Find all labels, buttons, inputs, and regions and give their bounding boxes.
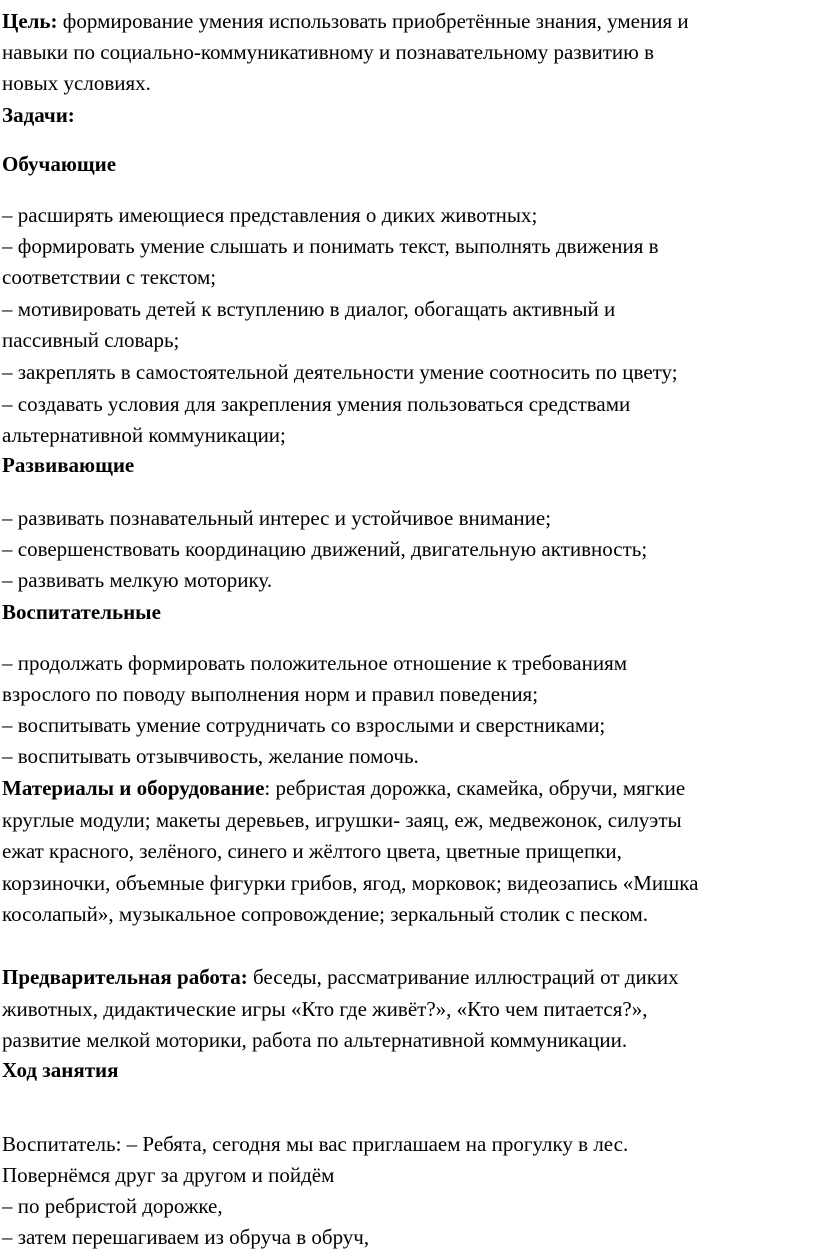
teaching-item: альтернативной коммуникации; — [2, 423, 286, 447]
goal-text: формирование умения использовать приобретённые знания, умения и — [57, 9, 689, 33]
developing-item: – развивать мелкую моторику. — [2, 568, 273, 592]
course-line: – по ребристой дорожке, — [2, 1194, 223, 1218]
teaching-item: – мотивировать детей к вступлению в диалог, обогащать активный и — [2, 297, 616, 321]
course-line: – затем перешагиваем из обруча в обруч, — [2, 1225, 370, 1249]
teaching-item: пассивный словарь; — [2, 328, 180, 352]
course-line: Воспитатель: – Ребята, сегодня мы вас приглашаем на прогулку в лес. — [2, 1132, 629, 1156]
goal-line-3: новых условиях. — [2, 71, 151, 95]
course-line: Повернёмся друг за другом и пойдём — [2, 1163, 335, 1187]
preliminary-line-1: Предварительная работа: беседы, рассматривание иллюстраций от диких — [2, 965, 679, 989]
teaching-item: – создавать условия для закрепления умения пользоваться средствами — [2, 392, 631, 416]
educational-item: взрослого по поводу выполнения норм и правил поведения; — [2, 682, 539, 706]
materials-line-4: корзиночки, объемные фигурки грибов, ягод, морковок; видеозапись «Мишка — [2, 871, 699, 895]
materials-label: Материалы и оборудование — [2, 776, 265, 800]
teaching-item: – расширять имеющиеся представления о диких животных; — [2, 203, 538, 227]
materials-line-2: круглые модули; макеты деревьев, игрушки- заяц, еж, медвежонок, силуэты — [2, 808, 682, 832]
developing-item: – развивать познавательный интерес и устойчивое внимание; — [2, 506, 552, 530]
goal-label: Цель: — [2, 9, 58, 33]
preliminary-label: Предварительная работа: — [2, 965, 248, 989]
educational-item: – воспитывать отзывчивость, желание помочь. — [2, 744, 419, 768]
materials-line-1: Материалы и оборудование: ребристая дорожка, скамейка, обручи, мягкие — [2, 776, 686, 800]
preliminary-line-3: развитие мелкой моторики, работа по альтернативной коммуникации. — [2, 1028, 628, 1052]
tasks-heading: Задачи: — [2, 103, 75, 127]
materials-line-3: ежат красного, зелёного, синего и жёлтого цвета, цветные прищепки, — [2, 839, 622, 863]
goal-line-1 — [2, 9, 689, 33]
teaching-item: – закреплять в самостоятельной деятельности умение соотносить по цвету; — [2, 360, 678, 384]
developing-heading: Развивающие — [2, 453, 135, 477]
developing-item: – совершенствовать координацию движений, двигательную активность; — [2, 537, 648, 561]
preliminary-line-2: животных, дидактические игры «Кто где живёт?», «Кто чем питается?», — [2, 997, 648, 1021]
teaching-heading: Обучающие — [2, 152, 117, 176]
course-heading: Ход занятия — [2, 1058, 119, 1082]
materials-line-5: косолапый», музыкальное сопровождение; зеркальный столик с песком. — [2, 902, 648, 926]
educational-item: – воспитывать умение сотрудничать со взрослыми и сверстниками; — [2, 713, 606, 737]
educational-heading: Воспитательные — [2, 600, 161, 624]
teaching-item: соответствии с текстом; — [2, 265, 217, 289]
teaching-item: – формировать умение слышать и понимать текст, выполнять движения в — [2, 234, 659, 258]
goal-line-2: навыки по социально-коммуникативному и познавательному развитию в — [2, 40, 654, 64]
educational-item: – продолжать формировать положительное отношение к требованиям — [2, 651, 628, 675]
